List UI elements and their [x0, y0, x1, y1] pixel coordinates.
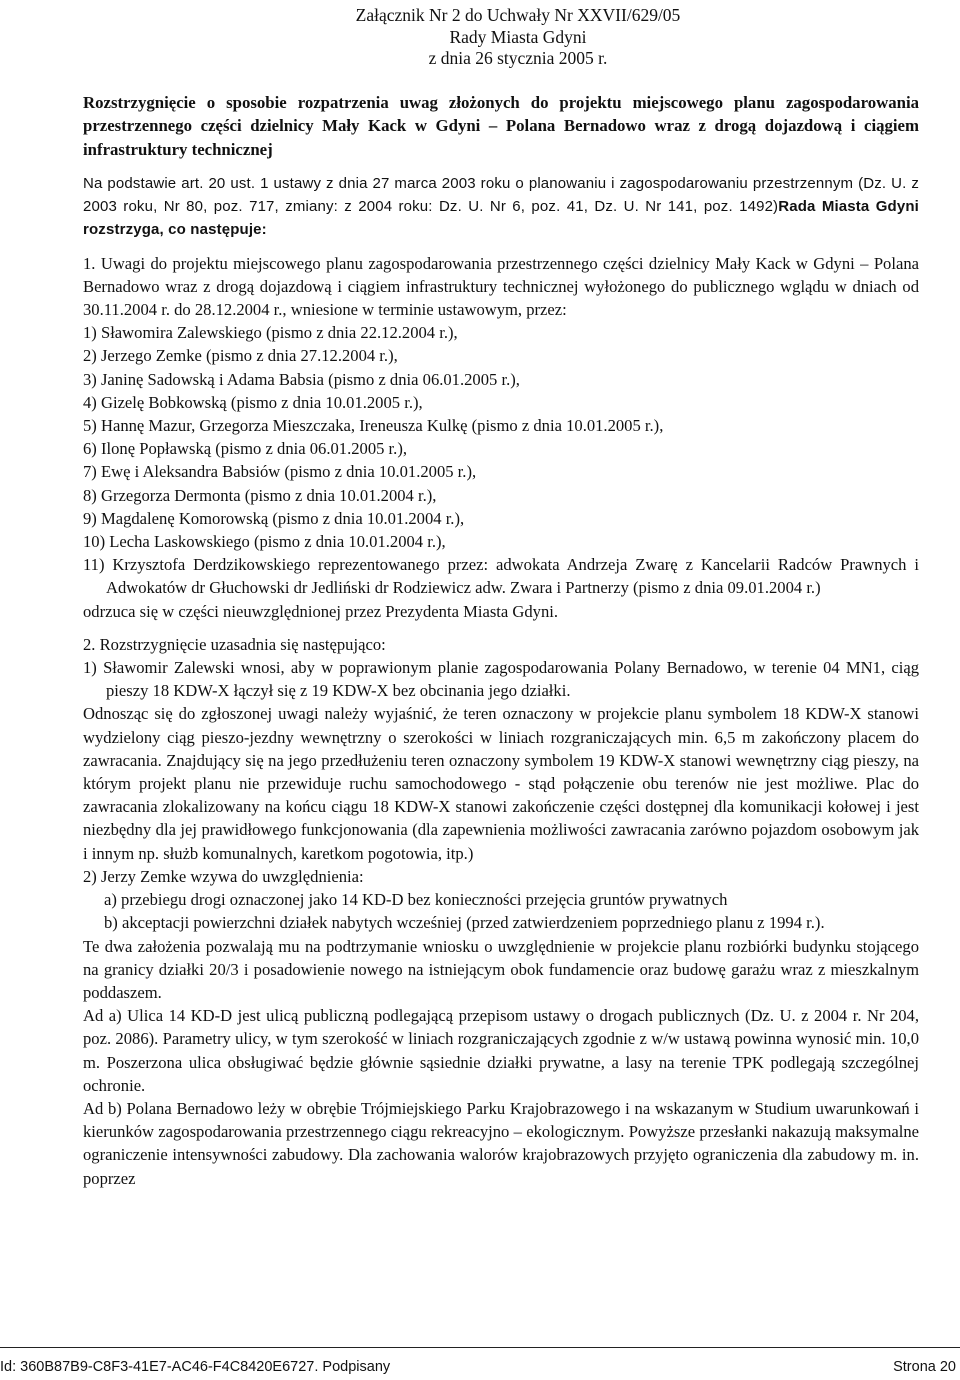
header-line-3: z dnia 26 stycznia 2005 r.	[428, 48, 608, 69]
list-item: 6) Ilonę Popławską (pismo z dnia 06.01.2005 r.),	[83, 439, 407, 459]
list-item: 8) Grzegorza Dermonta (pismo z dnia 10.01.2004 r.),	[83, 485, 437, 505]
justification-paragraph-2: Te dwa założenia pozwalają mu na podtrzymanie wniosku o uwzględnienie w projekcie planu rozbiórki budynku stojącego na granicy działki 20/3 i posadowienie nowego na istniejącym obok fundamencie oraz budowę garażu wraz z mieszkalnym poddaszem.	[83, 936, 919, 1002]
justification-item-2b: b) akceptacji powierzchni działek nabytych wcześniej (przed zatwierdzeniem poprzedniego planu z 1994 r.).	[104, 913, 825, 933]
section-2-heading: 2. Rozstrzygnięcie uzasadnia się następująco:	[83, 634, 386, 654]
justification-paragraph-4: Ad b) Polana Bernadowo leży w obrębie Trójmiejskiego Parku Krajobrazowego i na wskazanym w Studium uwarunkowań i kierunków zagospodarowania przestrzennego ciągu rekreacyjno – ekologicznym. Powyższe przesłanki nakazują maksymalne ograniczenie intensywności zabudowy. Dla zachowania walorów krajobrazowych przyjęto ograniczenia dla zabudowy m. in. poprzez	[83, 1098, 919, 1188]
justification-item-1: 1) Sławomir Zalewski wnosi, aby w poprawionym planie zagospodarowania Polany Bernadowo, w terenie 04 MN1, ciąg pieszy 18 KDW-X łączył się z 19 KDW-X bez obcinania jego działki.	[83, 658, 919, 701]
section-1-intro	[83, 252, 919, 322]
legal-basis-paragraph	[83, 172, 919, 242]
section-1-number: 1.	[83, 253, 96, 273]
objection-list	[83, 321, 919, 599]
list-item: 2) Jerzego Zemke (pismo z dnia 27.12.2004 r.),	[83, 346, 398, 366]
list-item: 4) Gizelę Bobkowską (pismo z dnia 10.01.2005 r.),	[83, 392, 423, 412]
legal-basis-text: Na podstawie art. 20 ust. 1 ustawy z dnia 27 marca 2003 roku o planowaniu i zagospodarowaniu przestrzennym (Dz. U. z 2003 roku, Nr 80, poz. 717, zmiany: z 2004 roku: Dz. U. Nr 6, poz. 41, Dz. U. Nr 141, poz. 1492)	[83, 175, 919, 216]
section-1-intro-text: Uwagi do projektu miejscowego planu zagospodarowania przestrzennego części dzielnicy Mały Kack w Gdyni – Polana Bernadowo wraz z drogą dojazdową i ciągiem infrastruktury technicznej wyłożonego do publicznego wglądu w dniach od 30.11.2004 r. do 28.12.2004 r., wniesione w terminie ustawowym, przez:	[83, 253, 919, 320]
justification-paragraph-3: Ad a) Ulica 14 KD-D jest ulicą publiczną podlegającą przepisom ustawy o drogach publicznych (Dz. U. z 2004 r. Nr 204, poz. 2086). Parametry ulicy, w tym szerokość w liniach rozgraniczających zgodnie z w/w ustawą powinna wynosić min. 10,0 m. Poszerzona ulica obsługiwać będzie głównie sąsiednie działki prywatne, a lasy na terenie TPK podlegają szczególnej ochronie.	[83, 1006, 919, 1095]
justification-item-2: 2) Jerzy Zemke wzywa do uwzględnienia:	[83, 866, 364, 886]
document-page	[83, 0, 919, 1380]
list-item: 5) Hannę Mazur, Grzegorza Mieszczaka, Ireneusza Kulkę (pismo z dnia 10.01.2005 r.),	[83, 416, 664, 436]
justification-item-2a: a) przebiegu drogi oznaczonej jako 14 KD-D bez konieczności przejęcia gruntów prywatnych	[104, 890, 728, 910]
document-title: Rozstrzygnięcie o sposobie rozpatrzenia uwag złożonych do projektu miejscowego planu zagospodarowania przestrzennego części dzielnicy Mały Kack w Gdyni – Polana Bernadowo wraz z drogą dojazdową i ciągiem infrastruktury technicznej	[83, 93, 919, 159]
section-1-outro: odrzuca się w części nieuwzględnionej przez Prezydenta Miasta Gdyni.	[83, 601, 559, 621]
list-item: 3) Janinę Sadowską i Adama Babsia (pismo z dnia 06.01.2005 r.),	[83, 369, 520, 389]
list-item: 1) Sławomira Zalewskiego (pismo z dnia 22.12.2004 r.),	[83, 323, 458, 343]
list-item: 10) Lecha Laskowskiego (pismo z dnia 10.01.2004 r.),	[83, 532, 446, 552]
page-number: Strona 20	[893, 1359, 956, 1375]
resolution-statement: Rada Miasta Gdyni rozstrzyga, co następuje:	[83, 198, 919, 239]
list-item: 7) Ewę i Aleksandra Babsiów (pismo z dnia 10.01.2005 r.),	[83, 462, 477, 482]
document-body	[83, 172, 919, 1190]
document-id: Id: 360B87B9-C8F3-41E7-AC46-F4C8420E6727. Podpisany	[0, 1359, 391, 1375]
justification-paragraph-1: Odnosząc się do zgłoszonej uwagi należy wyjaśnić, że teren oznaczony w projekcie planu symbolem 18 KDW-X stanowi wydzielony ciąg pieszo-jezdny wewnętrzny o szerokości w liniach rozgraniczających min. 6,5 m zakończony placem do zawracania. Znajdujący się na jego przedłużeniu teren oznaczony symbolem 19 KDW-X stanowi wewnętrzny ciąg pieszy, na którym projekt planu nie przewiduje ruchu samochodowego - stąd połączenie obu terenów nie jest możliwe. Plac do zawracania zlokalizowany na końcu ciągu 18 KDW-X stanowi zakończenie części dostępnej dla komunikacji kołowej i jest niezbędny dla jej prawidłowego funkcjonowania (dla zapewnienia możliwości zawracania zarówno pojazdom osobowym jak i innym np. służb komunalnych, karetkom pogotowia, itp.)	[83, 704, 919, 863]
list-item: 9) Magdalenę Komorowską (pismo z dnia 10.01.2004 r.),	[83, 508, 465, 528]
footer-divider	[0, 1347, 960, 1348]
header-line-1: Załącznik Nr 2 do Uchwały Nr XXVII/629/05	[355, 5, 681, 25]
list-item: 11) Krzysztofa Derdzikowskiego reprezentowanego przez: adwokata Andrzeja Zwarę z Kancelarii Radców Prawnych i Adwokatów dr Głuchowski dr Jedliński dr Rodziewicz adw. Zwara i Partnerzy (pismo z dnia 09.01.2004 r.)	[83, 555, 919, 598]
header-line-2: Rady Miasta Gdyni	[449, 26, 587, 47]
attachment-header	[83, 5, 919, 70]
